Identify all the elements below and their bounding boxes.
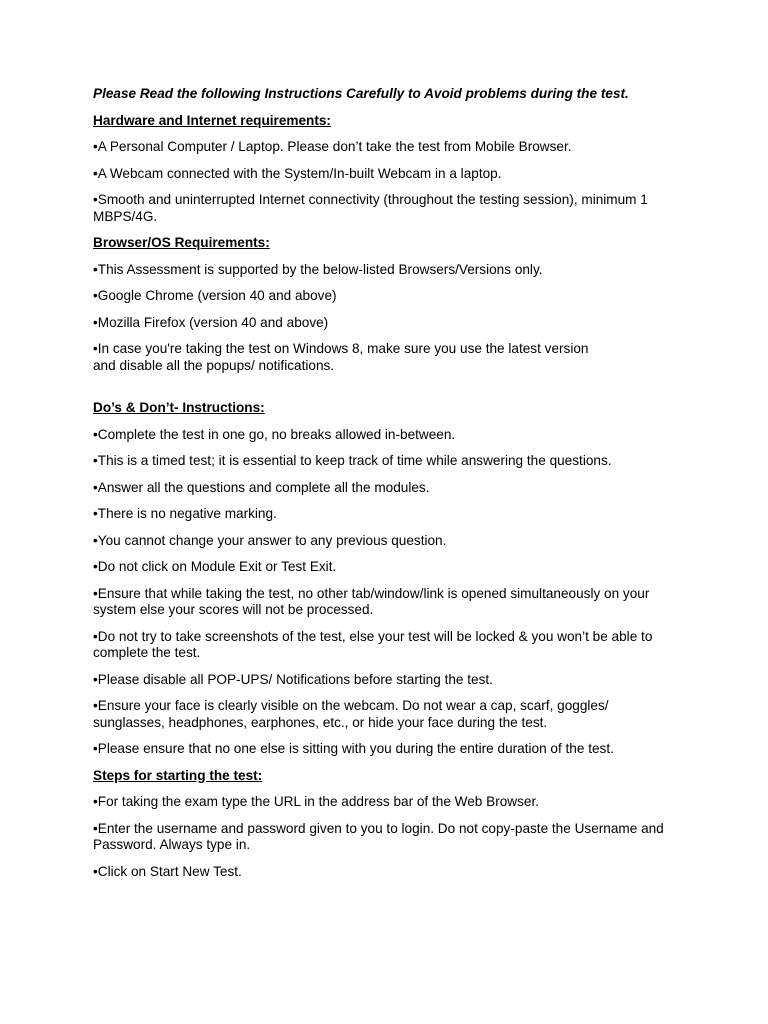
dos-item: •Please ensure that no one else is sitting with you during the entire duration of the test. [93, 741, 614, 756]
dos-item: •Do not click on Module Exit or Test Exit. [93, 559, 337, 574]
dos-item: •Complete the test in one go, no breaks allowed in-between. [93, 426, 456, 442]
dos-item: •Ensure your face is clearly visible on the webcam. Do not wear a cap, scarf, goggles/ sunglasses, headphones, earphones, etc., or hide your face during the test. [93, 698, 609, 730]
browser-item: •This Assessment is supported by the below-listed Browsers/Versions only. [93, 261, 543, 277]
section-spacer [93, 374, 683, 400]
hardware-heading: Hardware and Internet requirements: [93, 112, 331, 128]
steps-item: •Enter the username and password given to you to login. Do not copy-paste the Username and Password. Always type in. [93, 820, 664, 852]
dos-item: •Please disable all POP-UPS/ Notifications before starting the test. [93, 671, 493, 687]
steps-item: •Click on Start New Test. [93, 863, 242, 879]
dos-heading: Do’s & Don’t- Instructions: [93, 400, 265, 415]
browser-heading: Browser/OS Requirements: [93, 235, 270, 250]
steps-heading: Steps for starting the test: [93, 767, 263, 783]
steps-item: •For taking the exam type the URL in the address bar of the Web Browser. [93, 794, 540, 809]
document-title: Please Read the following Instructions Carefully to Avoid problems during the test. [93, 86, 629, 101]
hardware-item: •A Personal Computer / Laptop. Please don’t take the test from Mobile Browser. [93, 139, 572, 154]
dos-item: •Do not try to take screenshots of the test, else your test will be locked & you won’t be able to complete the test. [93, 628, 653, 660]
dos-item: •There is no negative marking. [93, 506, 277, 521]
browser-item-line: and disable all the popups/ notifications. [93, 357, 335, 373]
browser-item: •Google Chrome (version 40 and above) [93, 288, 337, 303]
dos-item: •You cannot change your answer to any previous question. [93, 532, 447, 548]
hardware-item: •A Webcam connected with the System/In-built Webcam in a laptop. [93, 165, 502, 181]
hardware-item: •Smooth and uninterrupted Internet connectivity (throughout the testing session), minimum 1 MBPS/4G. [93, 192, 648, 224]
browser-item: •Mozilla Firefox (version 40 and above) [93, 314, 329, 330]
dos-item: •This is a timed test; it is essential to keep track of time while answering the questions. [93, 453, 612, 468]
dos-item: •Ensure that while taking the test, no other tab/window/link is opened simultaneously on your system else your scores will not be processed. [93, 585, 650, 617]
browser-item-line: •In case you're taking the test on Windows 8, make sure you use the latest version [93, 341, 589, 356]
document-page [93, 86, 683, 890]
browser-item-windows8 [93, 341, 683, 374]
dos-item: •Answer all the questions and complete all the modules. [93, 479, 430, 495]
